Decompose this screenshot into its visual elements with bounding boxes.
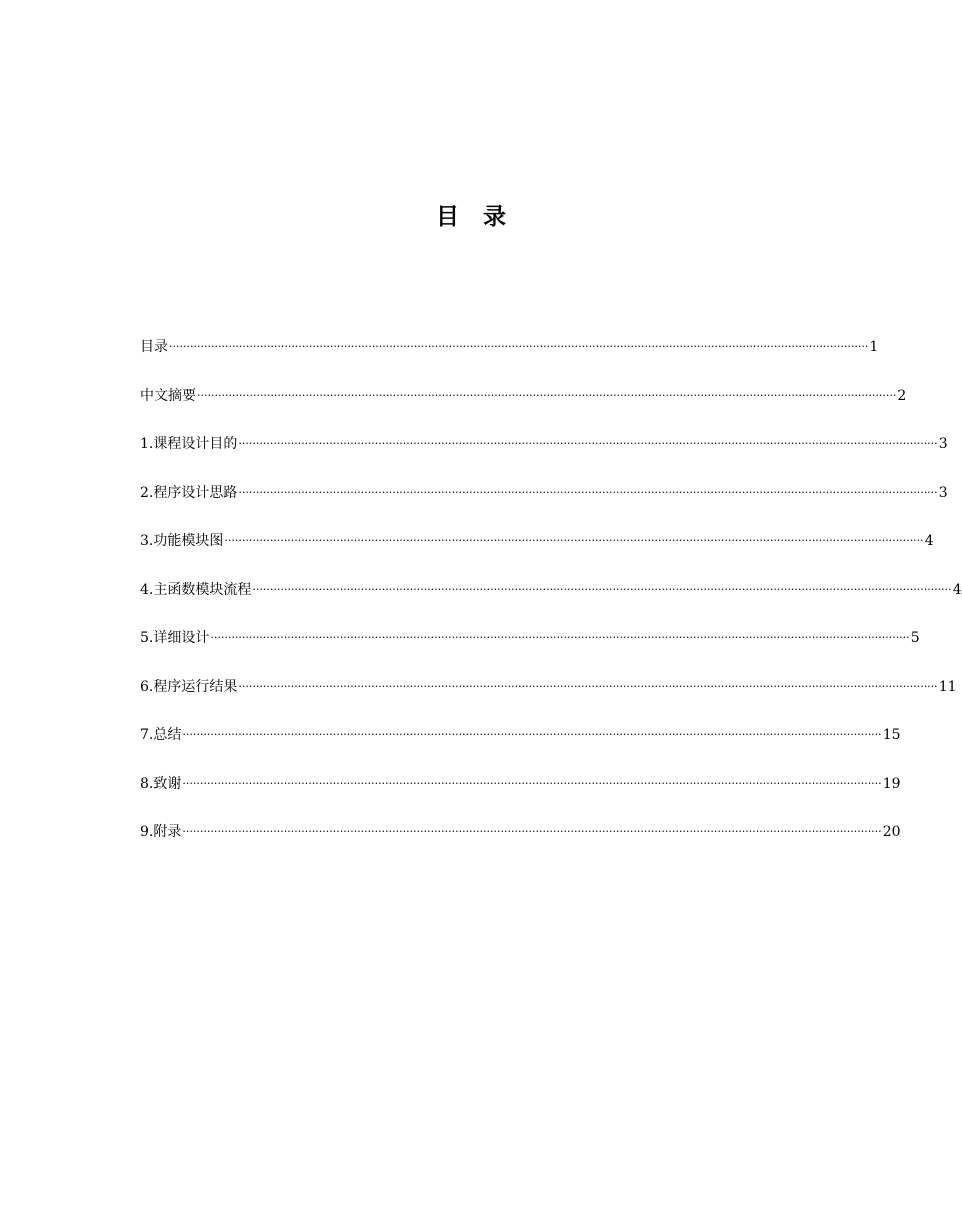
toc-entry-page: 15 (882, 727, 901, 743)
toc-entry-label: 6.程序运行结果 (140, 678, 238, 695)
toc-entry-page: 5 (910, 630, 920, 646)
toc-entry-page: 2 (897, 387, 907, 404)
toc-entry[interactable] (140, 336, 879, 385)
toc-entry[interactable] (140, 773, 901, 822)
toc-entry-page: 4 (952, 581, 962, 598)
toc-entry[interactable] (140, 676, 957, 725)
toc-entry-page: 1 (869, 339, 879, 355)
toc-entry-page: 11 (938, 678, 957, 695)
toc-entry[interactable] (140, 627, 920, 676)
toc-entry-page: 3 (938, 436, 948, 452)
toc-entry[interactable] (140, 433, 948, 482)
toc-entry-label: 中文摘要 (140, 387, 196, 404)
toc-entry[interactable] (140, 724, 901, 773)
toc-entry-label: 5.详细设计 (140, 630, 210, 646)
toc-dot-leader: ········································································································································································································ (182, 728, 882, 741)
toc-entry-page: 20 (882, 824, 901, 840)
toc-entry-page: 4 (924, 533, 934, 549)
toc-dot-leader: ········································································································································································································ (210, 631, 910, 644)
toc-dot-leader: ········································································································································································································ (224, 534, 924, 547)
toc-dot-leader: ········································································································································································································ (169, 340, 869, 353)
toc-entry-label: 9.附录 (140, 824, 182, 840)
toc-entry[interactable] (140, 579, 962, 628)
toc-entry[interactable] (140, 385, 907, 434)
toc-entry-label: 2.程序设计思路 (140, 484, 238, 501)
toc-dot-leader: ········································································································································································································ (238, 437, 938, 450)
page-title: 目 录 (435, 204, 514, 230)
toc-entry-label: 目录 (140, 339, 168, 355)
toc-entry[interactable] (140, 821, 901, 870)
toc-entry-label: 1.课程设计目的 (140, 436, 238, 452)
toc-entry-label: 3.功能模块图 (140, 533, 224, 549)
toc-entry[interactable] (140, 530, 934, 579)
toc-entry-label: 7.总结 (140, 727, 182, 743)
toc-dot-leader: ········································································································································································································ (238, 679, 938, 693)
toc-entry-label: 8.致谢 (140, 775, 182, 792)
toc-dot-leader: ········································································································································································································ (252, 582, 952, 596)
toc-dot-leader: ········································································································································································································ (182, 776, 882, 790)
toc-dot-leader: ········································································································································································································ (238, 485, 938, 499)
toc-entry[interactable] (140, 482, 948, 531)
table-of-contents (140, 336, 962, 870)
toc-entry-page: 19 (882, 775, 901, 792)
toc-dot-leader: ········································································································································································································ (197, 388, 897, 402)
toc-entry-page: 3 (938, 484, 948, 501)
toc-dot-leader: ········································································································································································································ (182, 825, 882, 838)
toc-entry-label: 4.主函数模块流程 (140, 581, 252, 598)
